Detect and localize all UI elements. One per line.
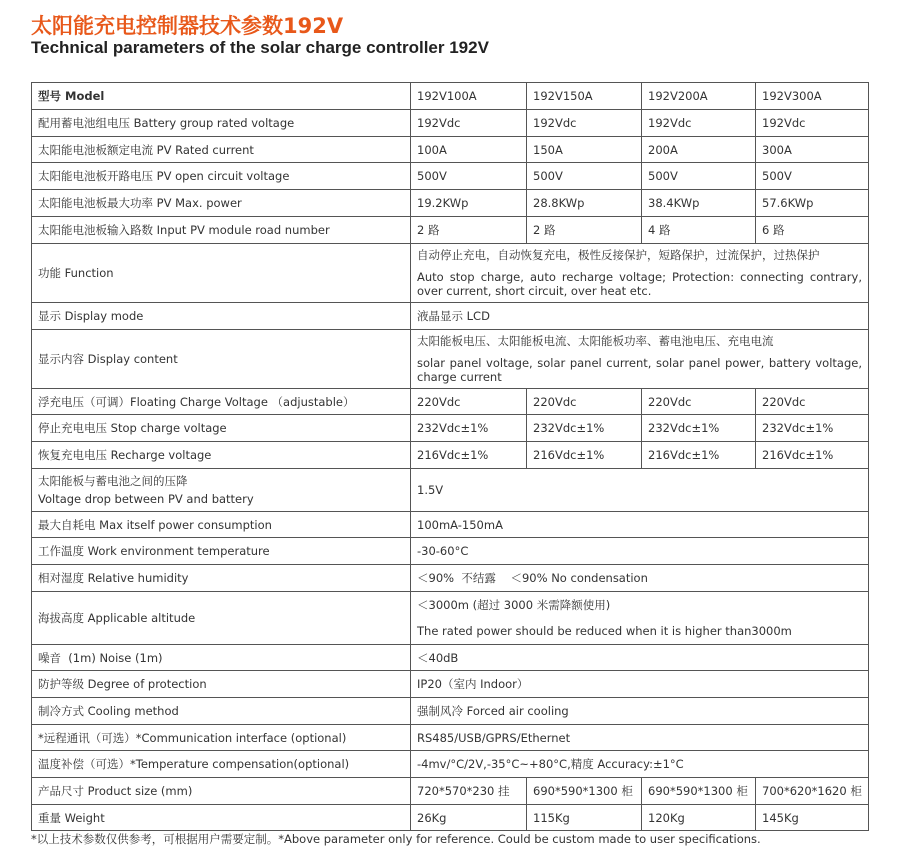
rated-voltage-value: 192Vdc	[527, 110, 642, 137]
voltage-drop-label-cn: 太阳能板与蓄电池之间的压降	[38, 474, 188, 488]
row-function	[32, 244, 869, 303]
altitude-text-cn: ＜3000m (超过 3000 米需降额使用)	[417, 598, 611, 612]
altitude-label: 海拔高度 Applicable altitude	[32, 592, 411, 645]
road-number-value: 4 路	[642, 217, 756, 244]
protection-label: 防护等级 Degree of protection	[32, 671, 411, 698]
floating-voltage-value: 220Vdc	[411, 389, 527, 415]
recharge-value: 216Vdc±1%	[756, 442, 869, 469]
display-content-text-cn: 太阳能板电压、太阳能板电流、太阳能板功率、蓄电池电压、充电电流	[417, 334, 774, 348]
row-display-content	[32, 330, 869, 389]
spec-table	[31, 82, 869, 831]
weight-value: 115Kg	[527, 805, 642, 831]
row-temperature-compensation	[32, 751, 869, 778]
noise-value: ＜40dB	[411, 645, 869, 671]
rated-current-value: 150A	[527, 137, 642, 163]
cooling-value: 强制风冷 Forced air cooling	[411, 698, 869, 725]
function-label: 功能 Function	[32, 244, 411, 303]
row-weight	[32, 805, 869, 831]
floating-voltage-value: 220Vdc	[756, 389, 869, 415]
temperature-compensation-label: 温度补偿（可选）*Temperature compensation(optional)	[32, 751, 411, 778]
weight-value: 145Kg	[756, 805, 869, 831]
row-work-temperature	[32, 538, 869, 565]
display-content-label: 显示内容 Display content	[32, 330, 411, 389]
model-value: 192V300A	[756, 83, 869, 110]
floating-voltage-label: 浮充电压（可调）Floating Charge Voltage （adjustable）	[32, 389, 411, 415]
recharge-value: 216Vdc±1%	[411, 442, 527, 469]
rated-current-value: 100A	[411, 137, 527, 163]
model-value: 192V150A	[527, 83, 642, 110]
row-noise	[32, 645, 869, 671]
rated-voltage-value: 192Vdc	[642, 110, 756, 137]
voltage-drop-label-en: Voltage drop between PV and battery	[38, 492, 254, 506]
rated-current-label: 太阳能电池板额定电流 PV Rated current	[32, 137, 411, 163]
rated-voltage-label: 配用蓄电池组电压 Battery group rated voltage	[32, 110, 411, 137]
row-altitude	[32, 592, 869, 645]
recharge-value: 216Vdc±1%	[642, 442, 756, 469]
row-max-power	[32, 190, 869, 217]
max-power-value: 19.2KWp	[411, 190, 527, 217]
product-size-value: 690*590*1300 柜	[642, 778, 756, 805]
row-rated-current	[32, 137, 869, 163]
recharge-label: 恢复充电电压 Recharge voltage	[32, 442, 411, 469]
recharge-value: 216Vdc±1%	[527, 442, 642, 469]
max-power-value: 28.8KWp	[527, 190, 642, 217]
model-label: 型号 Model	[32, 83, 411, 110]
stop-charge-label: 停止充电电压 Stop charge voltage	[32, 415, 411, 442]
function-text-cn: 自动停止充电，自动恢复充电，极性反接保护，短路保护，过流保护，过热保护	[417, 248, 820, 262]
road-number-label: 太阳能电池板输入路数 Input PV module road number	[32, 217, 411, 244]
page-title-en: Technical parameters of the solar charge controller 192V	[31, 38, 489, 57]
row-cooling	[32, 698, 869, 725]
rated-current-value: 200A	[642, 137, 756, 163]
product-size-value: 690*590*1300 柜	[527, 778, 642, 805]
row-protection	[32, 671, 869, 698]
rated-current-value: 300A	[756, 137, 869, 163]
weight-value: 120Kg	[642, 805, 756, 831]
floating-voltage-value: 220Vdc	[527, 389, 642, 415]
communication-value: RS485/USB/GPRS/Ethernet	[411, 725, 869, 751]
row-stop-charge	[32, 415, 869, 442]
row-product-size	[32, 778, 869, 805]
work-temperature-label: 工作温度 Work environment temperature	[32, 538, 411, 565]
product-size-label: 产品尺寸 Product size (mm)	[32, 778, 411, 805]
weight-value: 26Kg	[411, 805, 527, 831]
row-rated-voltage	[32, 110, 869, 137]
rated-voltage-value: 192Vdc	[756, 110, 869, 137]
humidity-value: ＜90% 不结露 ＜90% No condensation	[411, 565, 869, 592]
model-value: 192V200A	[642, 83, 756, 110]
product-size-value: 700*620*1620 柜	[756, 778, 869, 805]
open-circuit-value: 500V	[756, 163, 869, 190]
row-communication	[32, 725, 869, 751]
stop-charge-value: 232Vdc±1%	[756, 415, 869, 442]
model-value: 192V100A	[411, 83, 527, 110]
open-circuit-value: 500V	[411, 163, 527, 190]
altitude-value	[411, 592, 869, 645]
open-circuit-value: 500V	[642, 163, 756, 190]
display-content-value	[411, 330, 869, 389]
product-size-value: 720*570*230 挂	[411, 778, 527, 805]
row-recharge	[32, 442, 869, 469]
road-number-value: 2 路	[411, 217, 527, 244]
display-mode-value: 液晶显示 LCD	[411, 303, 869, 330]
voltage-drop-label	[32, 469, 411, 512]
open-circuit-value: 500V	[527, 163, 642, 190]
work-temperature-value: -30-60°C	[411, 538, 869, 565]
row-road-number	[32, 217, 869, 244]
row-voltage-drop	[32, 469, 869, 512]
noise-label: 噪音 (1m) Noise (1m)	[32, 645, 411, 671]
row-floating-voltage	[32, 389, 869, 415]
open-circuit-label: 太阳能电池板开路电压 PV open circuit voltage	[32, 163, 411, 190]
stop-charge-value: 232Vdc±1%	[411, 415, 527, 442]
road-number-value: 6 路	[756, 217, 869, 244]
function-value	[411, 244, 869, 303]
footnote: *以上技术参数仅供参考，可根据用户需要定制。*Above parameter only for reference. Could be custom made to user specifications.	[31, 832, 761, 846]
function-text-en: Auto stop charge, auto recharge voltage; Protection: connecting contrary, over current, short circuit, over heat etc.	[417, 270, 862, 298]
altitude-text-en: The rated power should be reduced when it is higher than3000m	[417, 624, 792, 638]
protection-value: IP20（室内 Indoor）	[411, 671, 869, 698]
communication-label: *远程通讯（可选）*Communication interface (optional)	[32, 725, 411, 751]
row-open-circuit	[32, 163, 869, 190]
rated-voltage-value: 192Vdc	[411, 110, 527, 137]
row-model	[32, 83, 869, 110]
humidity-label: 相对湿度 Relative humidity	[32, 565, 411, 592]
display-mode-label: 显示 Display mode	[32, 303, 411, 330]
temperature-compensation-value: -4mv/°C/2V,-35°C~+80°C,精度 Accuracy:±1°C	[411, 751, 869, 778]
voltage-drop-value: 1.5V	[411, 469, 869, 512]
self-consumption-label: 最大自耗电 Max itself power consumption	[32, 512, 411, 538]
row-self-consumption	[32, 512, 869, 538]
weight-label: 重量 Weight	[32, 805, 411, 831]
max-power-label: 太阳能电池板最大功率 PV Max. power	[32, 190, 411, 217]
self-consumption-value: 100mA-150mA	[411, 512, 869, 538]
display-content-text-en: solar panel voltage, solar panel current, solar panel power, battery voltage, charge current	[417, 356, 862, 384]
max-power-value: 38.4KWp	[642, 190, 756, 217]
floating-voltage-value: 220Vdc	[642, 389, 756, 415]
page-title-cn: 太阳能充电控制器技术参数192V	[31, 14, 344, 38]
row-humidity	[32, 565, 869, 592]
road-number-value: 2 路	[527, 217, 642, 244]
cooling-label: 制冷方式 Cooling method	[32, 698, 411, 725]
stop-charge-value: 232Vdc±1%	[642, 415, 756, 442]
max-power-value: 57.6KWp	[756, 190, 869, 217]
stop-charge-value: 232Vdc±1%	[527, 415, 642, 442]
row-display-mode	[32, 303, 869, 330]
